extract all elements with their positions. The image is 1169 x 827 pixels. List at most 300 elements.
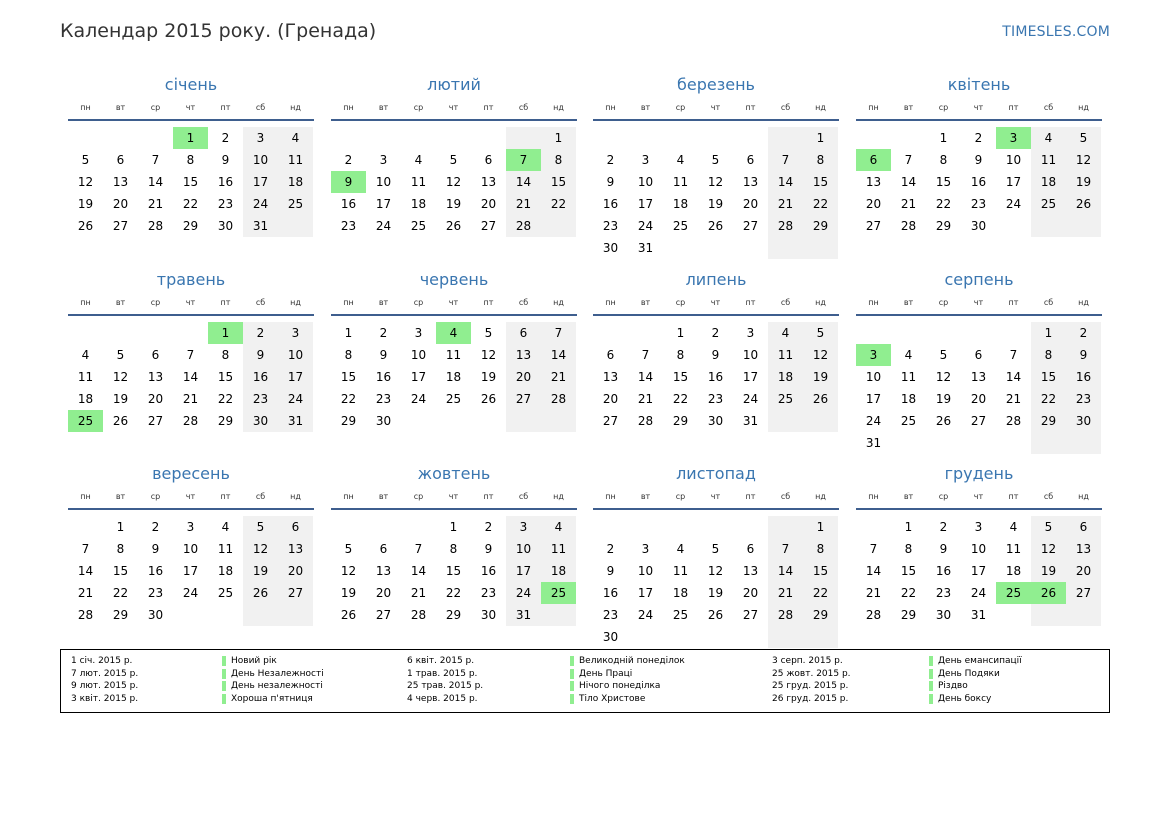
day-cell: 11: [541, 538, 576, 560]
legend-holiday-name: День Незалежності: [222, 669, 324, 679]
weekday-header: ср: [938, 103, 949, 112]
day-cell: 3: [746, 326, 755, 340]
day-cell: 5: [803, 322, 838, 344]
legend-holiday-name: День Подяки: [929, 669, 1000, 679]
day-cell: 17: [506, 560, 541, 582]
legend-holiday-name: Новий рік: [222, 656, 277, 666]
day-cell: 21: [147, 197, 164, 211]
day-cell: 20: [865, 197, 882, 211]
day-cell: 18: [410, 197, 427, 211]
day-cell: 26: [935, 414, 952, 428]
day-cell: 15: [803, 560, 838, 582]
day-cell: 25: [900, 414, 917, 428]
day-cell: 12: [445, 175, 462, 189]
day-cell: 10: [865, 370, 882, 384]
day-cell: 2: [344, 153, 353, 167]
day-cell: 2: [711, 326, 720, 340]
day-cell: 12: [243, 538, 278, 560]
weekend-blank-cell: [541, 215, 576, 237]
weekday-header: пн: [868, 103, 879, 112]
day-cell: 16: [375, 370, 392, 384]
day-cell: 2: [221, 131, 230, 145]
day-cell: 16: [217, 175, 234, 189]
day-cell: 27: [147, 414, 164, 428]
day-cell: 2: [606, 542, 615, 556]
day-cell: 12: [112, 370, 129, 384]
weekday-header: вт: [115, 298, 126, 307]
day-cell: 24: [1005, 197, 1022, 211]
day-cell: 11: [768, 344, 803, 366]
day-cell: 7: [81, 542, 90, 556]
day-cell: 28: [182, 414, 199, 428]
day-cell: 21: [77, 586, 94, 600]
day-cell: 8: [186, 153, 195, 167]
day-cell: 18: [541, 560, 576, 582]
day-cell: 20: [480, 197, 497, 211]
day-cell: 25: [278, 193, 313, 215]
day-cell: 14: [900, 175, 917, 189]
day-cell: 18: [900, 392, 917, 406]
month-3: [593, 75, 839, 275]
holiday-day-cell: 3: [856, 344, 891, 366]
day-cell: 4: [414, 153, 423, 167]
month-name: червень: [419, 270, 489, 289]
month-divider: [593, 119, 839, 121]
day-cell: 13: [147, 370, 164, 384]
weekend-blank-cell: [1066, 432, 1101, 454]
day-cell: 12: [707, 175, 724, 189]
day-cell: 28: [865, 608, 882, 622]
weekday-header: пн: [80, 492, 91, 501]
weekday-header: чт: [973, 298, 984, 307]
day-cell: 29: [182, 219, 199, 233]
day-cell: 17: [742, 370, 759, 384]
day-cell: 17: [865, 392, 882, 406]
day-cell: 4: [904, 348, 913, 362]
legend-date: 3 квіт. 2015 р.: [71, 693, 139, 704]
day-cell: 1: [344, 326, 353, 340]
weekday-header: чт: [448, 492, 459, 501]
day-cell: 22: [112, 586, 129, 600]
day-cell: 22: [182, 197, 199, 211]
weekday-header: нд: [815, 298, 826, 307]
month-divider: [593, 508, 839, 510]
day-cell: 1: [1031, 322, 1066, 344]
day-cell: 27: [480, 219, 497, 233]
month-7: [593, 270, 839, 470]
day-cell: 4: [676, 153, 685, 167]
day-cell: 7: [869, 542, 878, 556]
legend-date: 3 серп. 2015 р.: [772, 656, 843, 666]
weekday-header: нд: [290, 492, 301, 501]
weekday-header: сб: [255, 103, 266, 112]
day-cell: 13: [480, 175, 497, 189]
day-cell: 19: [480, 370, 497, 384]
day-cell: 1: [904, 520, 913, 534]
day-cell: 14: [865, 564, 882, 578]
month-6: [331, 270, 577, 470]
weekday-header: ср: [150, 103, 161, 112]
day-cell: 23: [375, 392, 392, 406]
day-cell: 31: [278, 410, 313, 432]
day-cell: 19: [112, 392, 129, 406]
day-cell: 23: [147, 586, 164, 600]
month-4: [856, 75, 1102, 275]
day-cell: 26: [112, 414, 129, 428]
day-cell: 31: [742, 414, 759, 428]
day-cell: 9: [939, 542, 948, 556]
day-cell: 25: [768, 388, 803, 410]
month-divider: [68, 314, 314, 316]
weekday-header: сб: [518, 103, 529, 112]
weekday-header: сб: [1043, 103, 1054, 112]
legend-holiday-name: День незалежності: [222, 681, 323, 691]
weekday-header: пн: [605, 298, 616, 307]
day-cell: 16: [935, 564, 952, 578]
month-name: жовтень: [417, 464, 491, 483]
day-cell: 23: [340, 219, 357, 233]
holiday-day-cell: 26: [1031, 582, 1066, 604]
weekday-header: пт: [745, 298, 756, 307]
holiday-day-cell: 3: [996, 127, 1031, 149]
weekday-header: ср: [413, 492, 424, 501]
day-cell: 11: [672, 564, 689, 578]
day-cell: 13: [375, 564, 392, 578]
day-cell: 15: [182, 175, 199, 189]
day-cell: 6: [746, 153, 755, 167]
day-cell: 3: [186, 520, 195, 534]
weekday-header: нд: [553, 298, 564, 307]
day-cell: 27: [742, 219, 759, 233]
legend-date: 26 груд. 2015 р.: [772, 693, 849, 704]
day-cell: 15: [672, 370, 689, 384]
weekday-header: пт: [1008, 298, 1019, 307]
day-cell: 25: [1031, 193, 1066, 215]
day-cell: 21: [1005, 392, 1022, 406]
day-cell: 26: [77, 219, 94, 233]
day-cell: 16: [340, 197, 357, 211]
day-cell: 3: [974, 520, 983, 534]
day-cell: 2: [1066, 322, 1101, 344]
weekday-header: чт: [185, 298, 196, 307]
day-cell: 21: [182, 392, 199, 406]
weekday-header: нд: [290, 103, 301, 112]
day-cell: 11: [1005, 542, 1022, 556]
weekend-blank-cell: [243, 604, 278, 626]
day-cell: 17: [1005, 175, 1022, 189]
month-2: [331, 75, 577, 275]
day-cell: 30: [935, 608, 952, 622]
day-cell: 24: [637, 219, 654, 233]
day-cell: 2: [484, 520, 493, 534]
day-cell: 6: [1066, 516, 1101, 538]
month-divider: [331, 508, 577, 510]
day-cell: 3: [641, 542, 650, 556]
day-cell: 4: [278, 127, 313, 149]
day-cell: 28: [147, 219, 164, 233]
day-cell: 6: [116, 153, 125, 167]
month-name: квітень: [947, 75, 1011, 94]
weekday-header: пн: [343, 492, 354, 501]
month-9: [68, 464, 314, 664]
weekday-header: чт: [973, 492, 984, 501]
weekend-blank-cell: [506, 127, 541, 149]
day-cell: 10: [375, 175, 392, 189]
weekday-header: сб: [1043, 492, 1054, 501]
day-cell: 1: [116, 520, 125, 534]
day-cell: 14: [147, 175, 164, 189]
day-cell: 28: [77, 608, 94, 622]
day-cell: 1: [449, 520, 458, 534]
day-cell: 15: [1031, 366, 1066, 388]
holiday-day-cell: 25: [68, 410, 103, 432]
weekday-header: вт: [903, 492, 914, 501]
day-cell: 15: [803, 171, 838, 193]
legend-date: 6 квіт. 2015 р.: [407, 656, 475, 666]
day-cell: 26: [803, 388, 838, 410]
day-cell: 29: [340, 414, 357, 428]
day-cell: 6: [506, 322, 541, 344]
day-cell: 15: [900, 564, 917, 578]
weekday-header: пт: [745, 492, 756, 501]
weekend-blank-cell: [768, 626, 803, 648]
day-cell: 30: [375, 414, 392, 428]
weekend-blank-cell: [768, 127, 803, 149]
day-cell: 27: [970, 414, 987, 428]
month-8: [856, 270, 1102, 470]
day-cell: 14: [77, 564, 94, 578]
legend-holiday-name: День боксу: [929, 694, 991, 704]
day-cell: 29: [935, 219, 952, 233]
day-cell: 22: [935, 197, 952, 211]
day-cell: 5: [939, 348, 948, 362]
day-cell: 1: [541, 127, 576, 149]
day-cell: 1: [803, 127, 838, 149]
weekday-header: ср: [938, 492, 949, 501]
day-cell: 14: [506, 171, 541, 193]
day-cell: 22: [1031, 388, 1066, 410]
day-cell: 18: [672, 197, 689, 211]
day-cell: 11: [1031, 149, 1066, 171]
day-cell: 3: [243, 127, 278, 149]
day-cell: 7: [151, 153, 160, 167]
day-cell: 22: [445, 586, 462, 600]
day-cell: 19: [707, 197, 724, 211]
day-cell: 12: [803, 344, 838, 366]
day-cell: 20: [970, 392, 987, 406]
month-divider: [331, 119, 577, 121]
day-cell: 5: [1066, 127, 1101, 149]
weekend-blank-cell: [803, 237, 838, 259]
day-cell: 8: [449, 542, 458, 556]
legend-date: 25 трав. 2015 р.: [407, 681, 484, 692]
day-cell: 22: [900, 586, 917, 600]
day-cell: 8: [541, 149, 576, 171]
day-cell: 30: [147, 608, 164, 622]
day-cell: 22: [217, 392, 234, 406]
day-cell: 4: [81, 348, 90, 362]
day-cell: 24: [970, 586, 987, 600]
day-cell: 26: [340, 608, 357, 622]
day-cell: 26: [243, 582, 278, 604]
day-cell: 19: [340, 586, 357, 600]
brand-link[interactable]: TIMESLES.COM: [1002, 24, 1110, 40]
month-11: [593, 464, 839, 664]
day-cell: 23: [602, 608, 619, 622]
day-cell: 20: [112, 197, 129, 211]
day-cell: 9: [221, 153, 230, 167]
day-cell: 26: [707, 608, 724, 622]
weekday-header: сб: [518, 492, 529, 501]
day-cell: 21: [768, 582, 803, 604]
day-cell: 28: [768, 604, 803, 626]
weekday-header: вт: [640, 298, 651, 307]
day-cell: 5: [484, 326, 493, 340]
day-cell: 18: [445, 370, 462, 384]
weekday-header: пн: [605, 103, 616, 112]
day-cell: 21: [506, 193, 541, 215]
day-cell: 24: [410, 392, 427, 406]
day-cell: 11: [672, 175, 689, 189]
day-cell: 16: [970, 175, 987, 189]
day-cell: 15: [445, 564, 462, 578]
day-cell: 28: [506, 215, 541, 237]
day-cell: 20: [602, 392, 619, 406]
day-cell: 7: [768, 149, 803, 171]
day-cell: 10: [182, 542, 199, 556]
day-cell: 16: [707, 370, 724, 384]
day-cell: 9: [1066, 344, 1101, 366]
day-cell: 29: [445, 608, 462, 622]
day-cell: 18: [217, 564, 234, 578]
legend-holiday-name: Хороша п'ятниця: [222, 694, 313, 704]
day-cell: 16: [243, 366, 278, 388]
day-cell: 2: [151, 520, 160, 534]
day-cell: 16: [1066, 366, 1101, 388]
day-cell: 17: [243, 171, 278, 193]
legend-holiday-name: День емансипації: [929, 656, 1022, 666]
day-cell: 12: [77, 175, 94, 189]
weekday-header: пн: [868, 492, 879, 501]
day-cell: 12: [480, 348, 497, 362]
weekday-header: чт: [973, 103, 984, 112]
day-cell: 9: [974, 153, 983, 167]
day-cell: 9: [606, 564, 615, 578]
day-cell: 12: [340, 564, 357, 578]
day-cell: 24: [865, 414, 882, 428]
weekday-header: пн: [80, 103, 91, 112]
weekday-header: пт: [1008, 103, 1019, 112]
day-cell: 26: [445, 219, 462, 233]
legend-holiday-name: День Праці: [570, 669, 632, 679]
day-cell: 23: [602, 219, 619, 233]
day-cell: 28: [900, 219, 917, 233]
weekend-blank-cell: [803, 410, 838, 432]
weekday-header: сб: [780, 103, 791, 112]
month-divider: [856, 119, 1102, 121]
day-cell: 16: [480, 564, 497, 578]
weekday-header: ср: [938, 298, 949, 307]
day-cell: 14: [768, 171, 803, 193]
day-cell: 2: [974, 131, 983, 145]
day-cell: 20: [278, 560, 313, 582]
day-cell: 19: [707, 586, 724, 600]
day-cell: 18: [278, 171, 313, 193]
day-cell: 9: [379, 348, 388, 362]
day-cell: 24: [506, 582, 541, 604]
weekday-header: вт: [115, 492, 126, 501]
day-cell: 5: [449, 153, 458, 167]
day-cell: 10: [410, 348, 427, 362]
weekend-blank-cell: [1031, 432, 1066, 454]
day-cell: 18: [1031, 171, 1066, 193]
legend-date: 7 лют. 2015 р.: [71, 668, 139, 679]
day-cell: 13: [278, 538, 313, 560]
day-cell: 13: [1066, 538, 1101, 560]
day-cell: 15: [935, 175, 952, 189]
month-divider: [68, 508, 314, 510]
weekday-header: нд: [1078, 103, 1089, 112]
day-cell: 21: [900, 197, 917, 211]
day-cell: 7: [186, 348, 195, 362]
day-cell: 5: [116, 348, 125, 362]
legend-date: 1 січ. 2015 р.: [71, 656, 133, 666]
day-cell: 30: [217, 219, 234, 233]
day-cell: 13: [112, 175, 129, 189]
holiday-day-cell: 9: [331, 171, 366, 193]
day-cell: 8: [803, 538, 838, 560]
weekend-blank-cell: [506, 410, 541, 432]
weekend-blank-cell: [768, 237, 803, 259]
day-cell: 17: [637, 586, 654, 600]
day-cell: 3: [641, 153, 650, 167]
day-cell: 17: [410, 370, 427, 384]
day-cell: 19: [935, 392, 952, 406]
day-cell: 8: [803, 149, 838, 171]
month-divider: [593, 314, 839, 316]
legend-date: 1 трав. 2015 р.: [407, 668, 478, 679]
day-cell: 7: [1009, 348, 1018, 362]
day-cell: 22: [672, 392, 689, 406]
day-cell: 21: [865, 586, 882, 600]
weekday-header: пн: [343, 103, 354, 112]
day-cell: 7: [541, 322, 576, 344]
holiday-day-cell: 7: [506, 149, 541, 171]
day-cell: 13: [602, 370, 619, 384]
month-10: [331, 464, 577, 664]
day-cell: 9: [484, 542, 493, 556]
weekday-header: вт: [378, 492, 389, 501]
day-cell: 19: [243, 560, 278, 582]
day-cell: 20: [506, 366, 541, 388]
weekday-header: чт: [448, 298, 459, 307]
day-cell: 1: [939, 131, 948, 145]
day-cell: 24: [637, 608, 654, 622]
holiday-day-cell: 4: [436, 322, 471, 344]
day-cell: 17: [970, 564, 987, 578]
month-name: листопад: [676, 464, 756, 483]
day-cell: 23: [970, 197, 987, 211]
weekday-header: вт: [640, 103, 651, 112]
day-cell: 21: [541, 366, 576, 388]
weekday-header: ср: [150, 298, 161, 307]
day-cell: 7: [768, 538, 803, 560]
day-cell: 5: [711, 542, 720, 556]
day-cell: 5: [711, 153, 720, 167]
day-cell: 19: [445, 197, 462, 211]
day-cell: 4: [768, 322, 803, 344]
day-cell: 20: [1066, 560, 1101, 582]
